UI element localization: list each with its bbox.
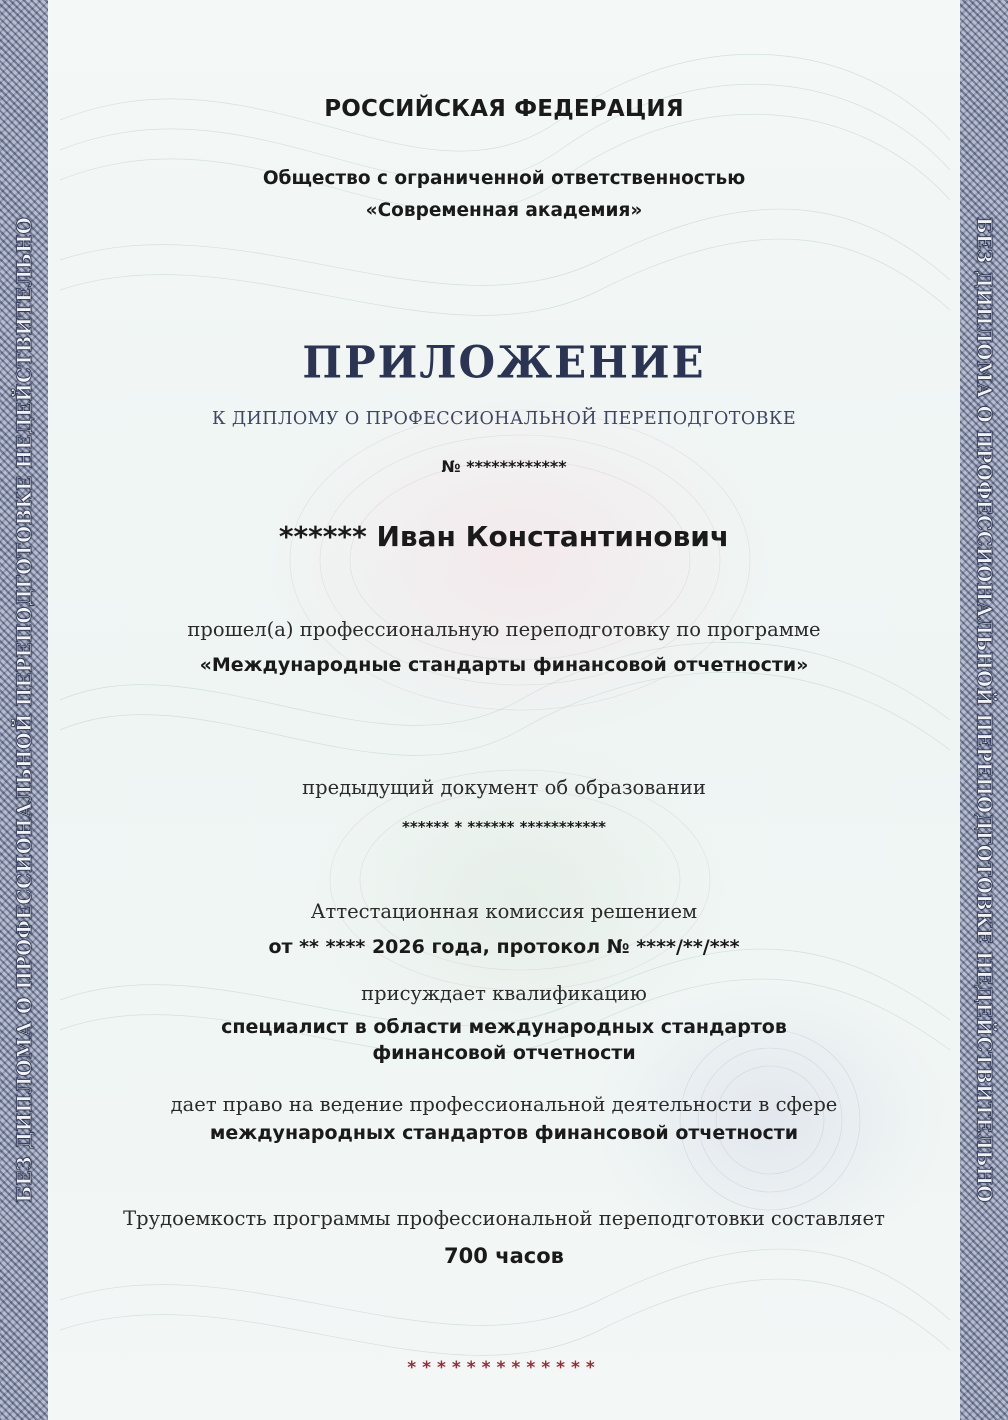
protocol-text: от ** **** 2026 года, протокол № ****/**/***: [268, 936, 740, 958]
organization-title: «Современная академия»: [365, 200, 643, 221]
left-border-warning: [0, 0, 48, 1420]
person-name: ****** Иван Константинович: [278, 520, 730, 553]
country-heading: РОССИЙСКАЯ ФЕДЕРАЦИЯ: [324, 96, 684, 122]
serial-number: *************: [407, 1358, 601, 1378]
previous-document-value: ****** * ****** ***********: [402, 818, 606, 836]
qualification: [60, 1014, 948, 1066]
qualification-line-2: финансовой отчетности: [372, 1042, 636, 1064]
organization-name: [60, 163, 948, 227]
passed-text: прошел(а) профессиональную переподготовку по программе: [187, 618, 821, 641]
document-subtitle: К ДИПЛОМУ О ПРОФЕССИОНАЛЬНОЙ ПЕРЕПОДГОТОВКЕ: [211, 409, 796, 429]
document-title: ПРИЛОЖЕНИЕ: [302, 336, 706, 389]
awards-text: присуждает квалификацию: [361, 982, 647, 1005]
previous-document-label: предыдущий документ об образовании: [302, 776, 706, 799]
commission-text: Аттестационная комиссия решением: [310, 900, 698, 923]
right-text: дает право на ведение профессиональной деятельности в сфере: [170, 1093, 838, 1116]
right-border-warning-text: БЕЗ ДИПЛОМА О ПРОФЕССИОНАЛЬНОЙ ПЕРЕПОДГОТОВКЕ НЕДЕЙСТВИТЕЛЬНО: [972, 217, 996, 1203]
left-border-warning-text: БЕЗ ДИПЛОМА О ПРОФЕССИОНАЛЬНОЙ ПЕРЕПОДГОТОВКЕ НЕДЕЙСТВИТЕЛЬНО: [12, 217, 36, 1203]
document-number: № ************: [441, 457, 567, 476]
hours-label: Трудоемкость программы профессиональной переподготовки составляет: [123, 1207, 885, 1230]
program-name: «Международные стандарты финансовой отчетности»: [199, 654, 809, 676]
hours-value: 700 часов: [444, 1244, 564, 1268]
right-border-warning: [960, 0, 1008, 1420]
organization-type: Общество с ограниченной ответственностью: [262, 168, 746, 189]
qualification-line-1: специалист в области международных стандартов: [221, 1016, 787, 1038]
sphere-text: международных стандартов финансовой отчетности: [209, 1122, 799, 1144]
